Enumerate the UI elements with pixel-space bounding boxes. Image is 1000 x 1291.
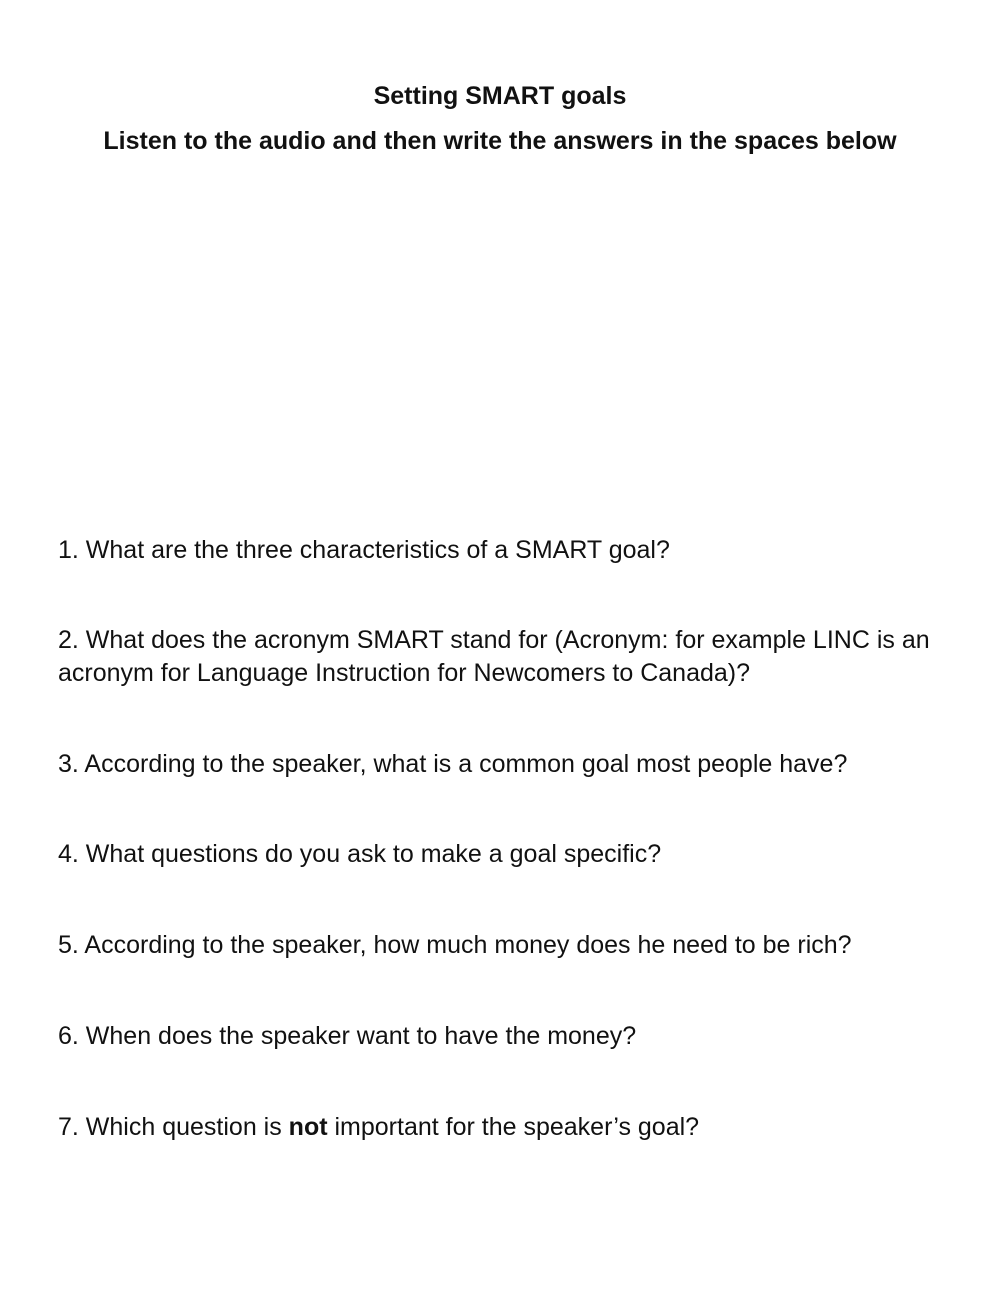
- question-7-text-start: 7. Which question is: [58, 1113, 289, 1141]
- question-1: 1. What are the three characteristics of a SMART goal?: [58, 536, 670, 564]
- page-title: Setting SMART goals: [373, 82, 627, 110]
- question-6: 6. When does the speaker want to have the money?: [58, 1022, 637, 1050]
- question-4: 4. What questions do you ask to make a goal specific?: [58, 840, 662, 868]
- question-2: 2. What does the acronym SMART stand for (Acronym: for example LINC is an acronym for Language Instruction for Newcomers to Canada)?: [58, 626, 930, 687]
- question-3: 3. According to the speaker, what is a common goal most people have?: [58, 750, 848, 778]
- question-5: 5. According to the speaker, how much money does he need to be rich?: [58, 931, 852, 959]
- question-7-text-end: important for the speaker’s goal?: [327, 1113, 700, 1141]
- question-7-emphasis: not: [288, 1113, 328, 1141]
- instructions: Listen to the audio and then write the answers in the spaces below: [103, 127, 897, 155]
- question-7: [58, 1111, 948, 1144]
